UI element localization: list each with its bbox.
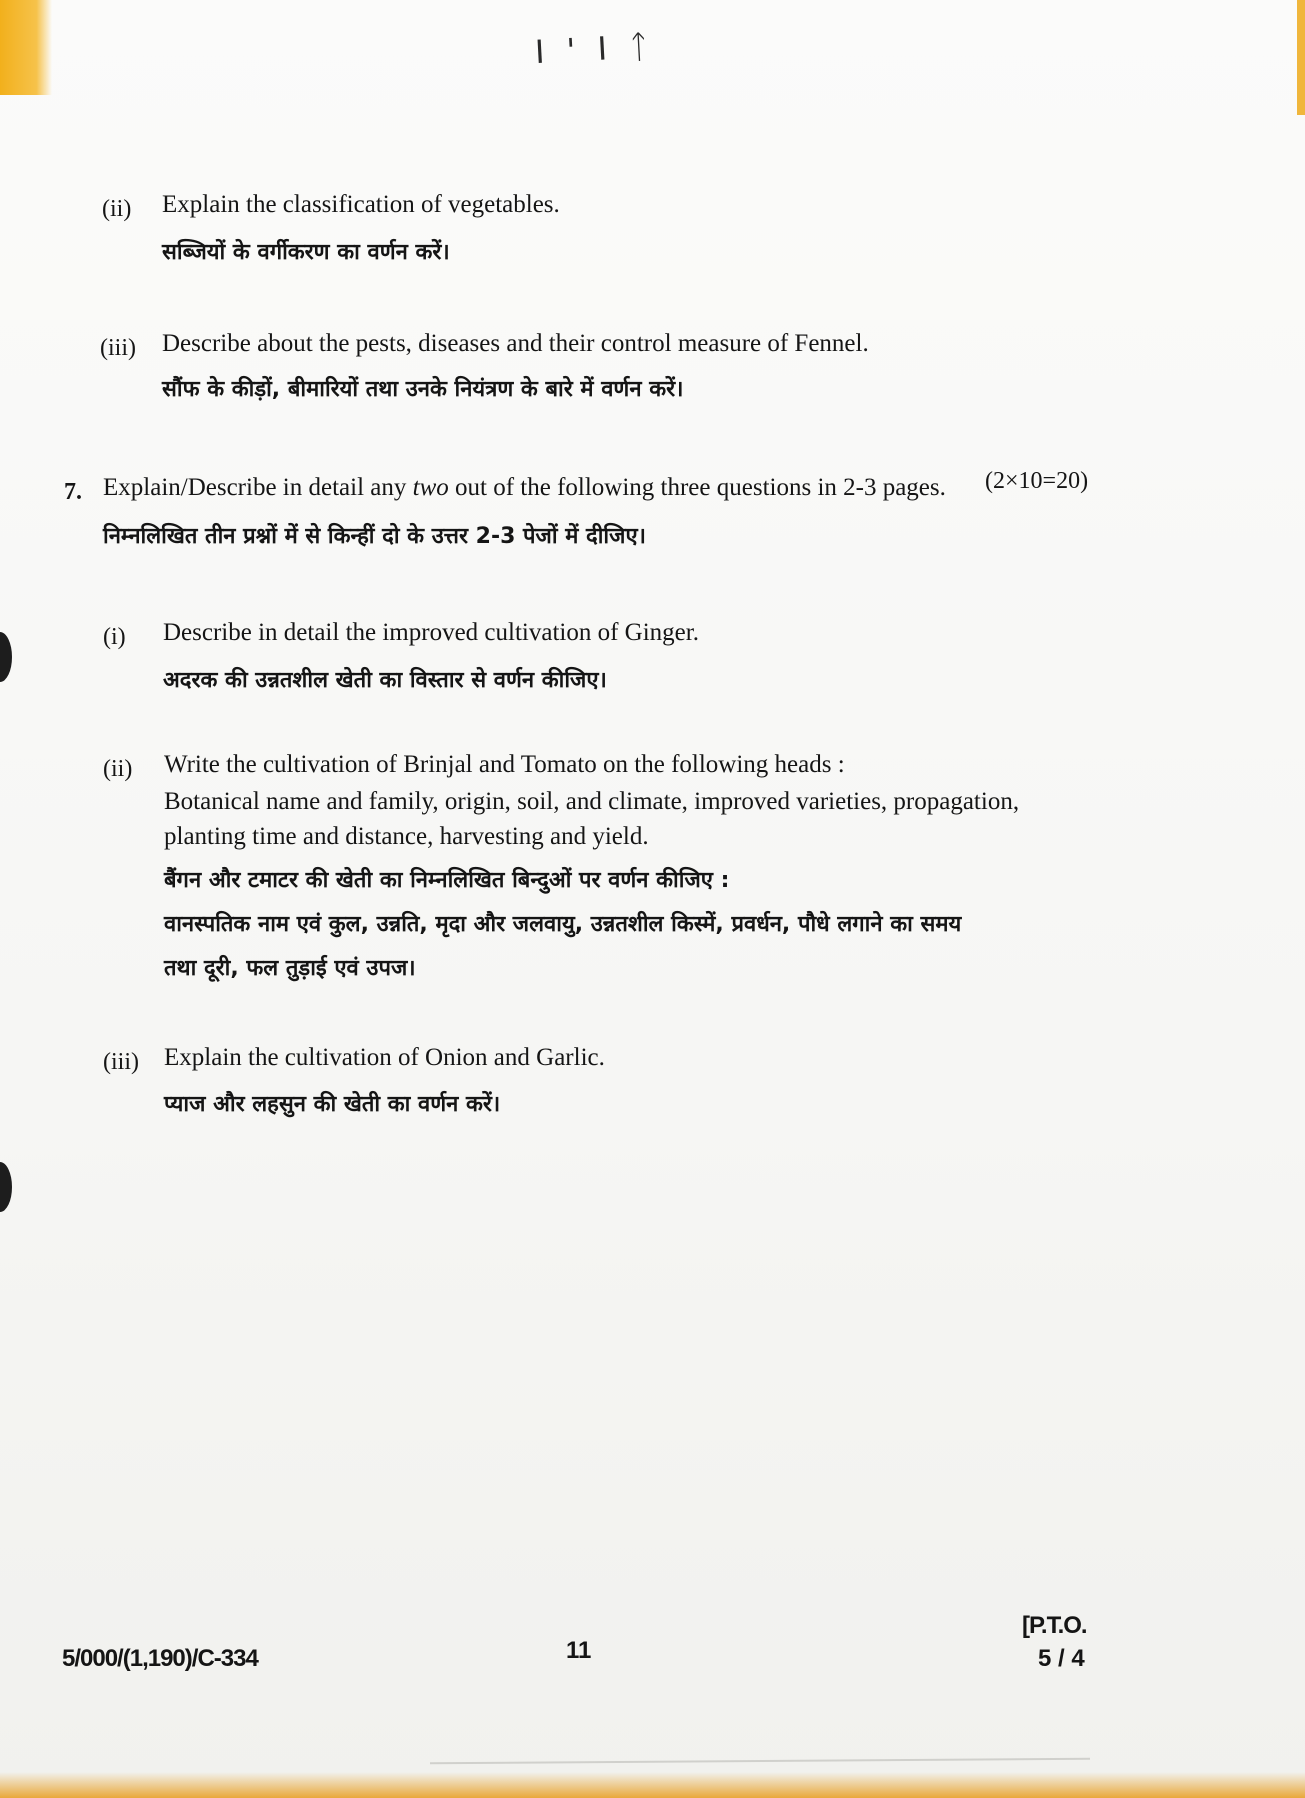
pto-marker: [P.T.O.: [1022, 1612, 1087, 1639]
punch-hole: [0, 632, 12, 682]
question-marks: (2×10=20): [985, 468, 1089, 494]
item-text-hi: सौंफ के कीड़ों, बीमारियों तथा उनके नियंत्रण के बारे में वर्णन करें।: [162, 377, 684, 402]
punch-hole: [0, 1162, 12, 1212]
scan-edge-right: [1297, 0, 1305, 115]
part-text-hi-line: वानस्पतिक नाम एवं कुल, उन्नति, मृदा और जलवायु, उन्नतशील किस्में, प्रवर्धन, पौधे लगाने का समय: [164, 912, 962, 937]
part-label: (i): [103, 624, 126, 650]
item-label: (iii): [100, 335, 136, 361]
part-text-hi-line: तथा दूरी, फल तुड़ाई एवं उपज।: [164, 956, 416, 981]
part-text-hi: प्याज और लहसुन की खेती का वर्णन करें।: [164, 1092, 501, 1117]
item-label: (ii): [102, 196, 132, 222]
question-number: 7.: [64, 479, 82, 505]
item-text-en: Explain the classification of vegetables.: [162, 191, 560, 218]
part-text-en: Explain the cultivation of Onion and Garlic.: [164, 1044, 605, 1071]
part-text-en-line: planting time and distance, harvesting and yield.: [164, 823, 649, 850]
item-text-en: Describe about the pests, diseases and their control measure of Fennel.: [162, 330, 869, 357]
paper-code: 5/000/(1,190)/C-334: [62, 1645, 258, 1672]
scan-edge-left: [0, 0, 52, 95]
part-text-hi-line: बैंगन और टमाटर की खेती का निम्नलिखित बिन्दुओं पर वर्णन कीजिए :: [164, 868, 730, 893]
part-label: (ii): [103, 756, 133, 782]
scan-edge-bottom: [0, 1772, 1305, 1798]
part-label: (iii): [103, 1049, 139, 1075]
part-text-hi: अदरक की उन्नतशील खेती का विस्तार से वर्णन कीजिए।: [163, 668, 607, 693]
part-text-en-line: Write the cultivation of Brinjal and Tomato on the following heads :: [164, 751, 845, 778]
question-instruction-hi: निम्नलिखित तीन प्रश्नों में से किन्हीं दो के उत्तर 2-3 पेजों में दीजिए।: [103, 524, 646, 549]
page-number: 11: [566, 1637, 592, 1664]
part-text-en-line: Botanical name and family, origin, soil, and climate, improved varieties, propagation,: [164, 788, 1020, 815]
scan-artifact-line: [430, 1758, 1090, 1765]
handwritten-note: I ' I ᛏ: [534, 26, 656, 72]
page-fraction: 5 / 4: [1038, 1645, 1085, 1672]
part-text-en: Describe in detail the improved cultivation of Ginger.: [163, 619, 699, 646]
item-text-hi: सब्जियों के वर्गीकरण का वर्णन करें।: [162, 240, 450, 265]
question-instruction-en: Explain/Describe in detail any two out of the following three questions in 2-3 pages.: [103, 474, 946, 501]
